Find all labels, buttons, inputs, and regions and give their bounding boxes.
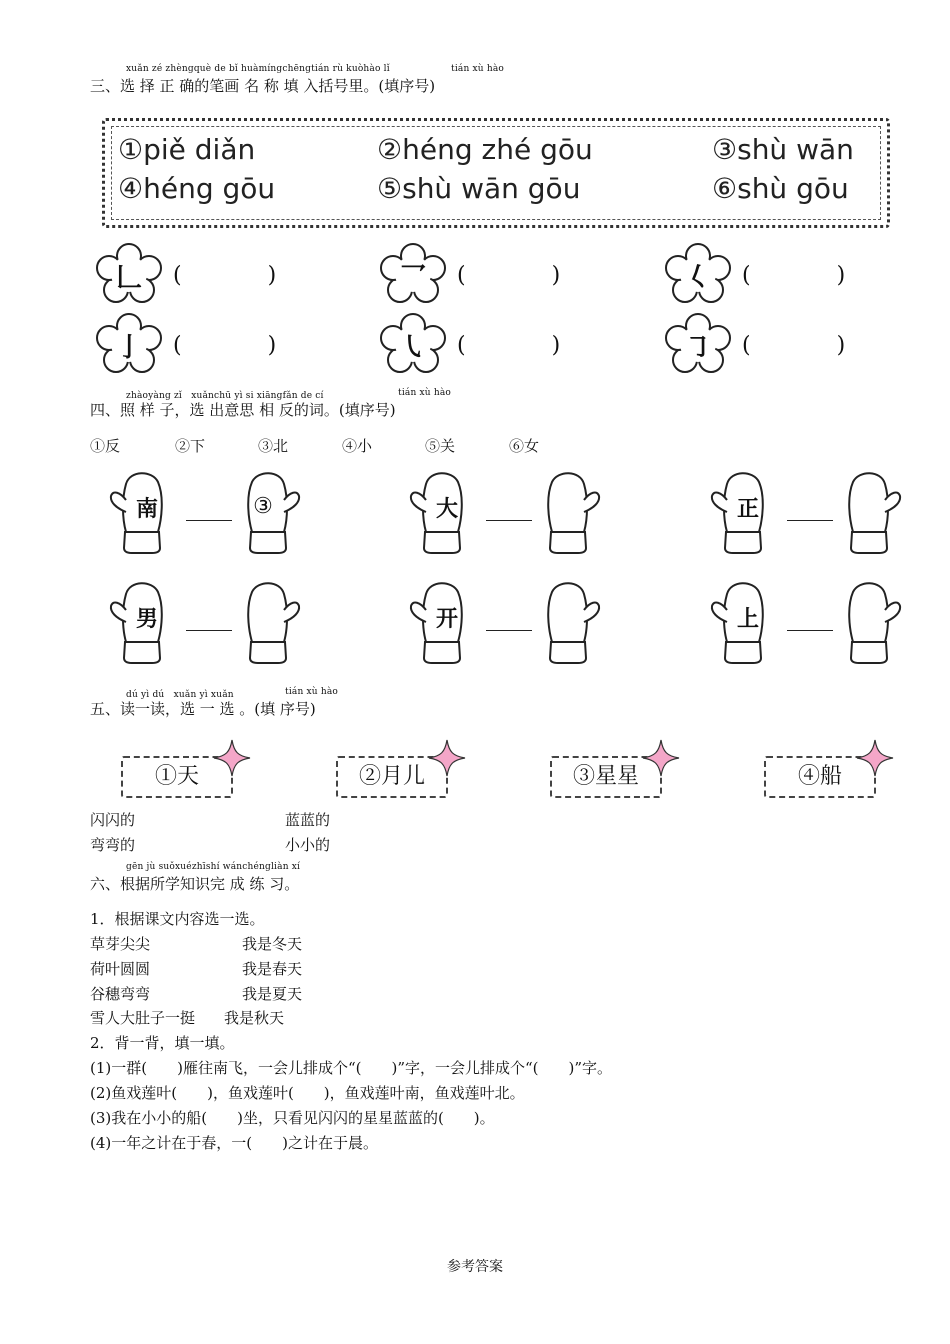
section5-pinyin-fill: tián xù hào (285, 687, 339, 697)
given-word: 男 (135, 606, 158, 632)
choice-1: ①反 (90, 437, 121, 455)
stroke-option-1: ①piě diǎn (118, 133, 256, 166)
answer-word[interactable]: ③ (253, 494, 273, 519)
mitten-icon (837, 578, 903, 664)
q1-right-4: 我是秋天 (224, 1009, 285, 1027)
stroke-flower-1 (95, 243, 163, 305)
connector-line (787, 630, 833, 631)
antonym-pair-5 (408, 578, 604, 666)
word-card-4: ④船 (764, 756, 876, 798)
given-word: 正 (736, 496, 759, 522)
section5-title: 五、读一读，选 一 选 。(填 序号) (90, 700, 316, 718)
phrase-shanshan: 闪闪的 (90, 811, 136, 829)
stroke-option-5: ⑤shù wān gōu (377, 172, 581, 205)
given-word: 大 (435, 496, 458, 522)
antonym-pair-3 (709, 468, 905, 556)
section6-title: 六、根据所学知识完 成 练 习。 (90, 875, 300, 893)
stroke-glyph: 亅 (115, 333, 142, 363)
given-word: 南 (135, 496, 158, 522)
q1-right-3: 我是夏天 (242, 985, 303, 1003)
q1-left-4: 雪人大肚子一挺 (90, 1009, 196, 1027)
answer-parentheses[interactable]: ( ) (457, 333, 575, 358)
stroke-option-4: ④héng gōu (118, 172, 276, 205)
antonym-pair-2 (408, 468, 604, 556)
section5-pinyin: dú yì dú xuǎn yì xuǎn (126, 690, 234, 700)
choice-4: ④小 (342, 437, 373, 455)
stroke-flower-5 (379, 313, 447, 375)
section4-title: 四、照 样 子，选 出意思 相 反的词。(填序号) (90, 401, 396, 419)
choice-5: ⑤关 (425, 437, 456, 455)
section3-pinyin: xuǎn zé zhèngquè de bǐ huàmíngchēngtián rù kuòhào lǐ (126, 64, 390, 74)
antonym-pair-1 (108, 468, 304, 556)
choice-2: ②下 (175, 437, 206, 455)
mitten-icon (536, 578, 602, 664)
section4-pinyin: zhàoyàng zǐ xuǎnchū yì si xiāngfǎn de cí (126, 391, 324, 401)
stroke-flower-3 (664, 243, 732, 305)
phrase-wanwan: 弯弯的 (90, 836, 136, 854)
connector-line (486, 630, 532, 631)
right-mitten[interactable] (837, 468, 903, 558)
word-card-2: ②月儿 (336, 756, 448, 798)
sparkle-star-icon (213, 739, 251, 781)
section6-pinyin: gēn jù suǒxuézhīshí wánchéngliàn xí (126, 862, 301, 872)
stroke-flower-4 (95, 313, 163, 375)
q1-right-1: 我是冬天 (242, 935, 303, 953)
section4-pinyin-fill: tián xù hào (398, 388, 452, 398)
connector-line (486, 520, 532, 521)
stroke-glyph: 乛 (399, 263, 426, 293)
connector-line (186, 630, 232, 631)
answer-key-label: 参考答案 (447, 1259, 503, 1275)
mitten-icon (536, 468, 602, 554)
q1-left-1: 草芽尖尖 (90, 935, 151, 953)
q1-left-2: 荷叶圆圆 (90, 960, 151, 978)
answer-parentheses[interactable]: ( ) (742, 333, 860, 358)
stroke-glyph: 𠃊 (115, 263, 142, 293)
choice-3: ③北 (258, 437, 289, 455)
stroke-option-6: ⑥shù gōu (712, 172, 849, 205)
section3-title: 三、选 择 正 确的笔画 名 称 填 入括号里。(填序号) (90, 77, 436, 95)
answer-parentheses[interactable]: ( ) (173, 263, 291, 288)
right-mitten[interactable] (837, 578, 903, 668)
stroke-flower-6 (664, 313, 732, 375)
antonym-pair-4 (108, 578, 304, 666)
answer-parentheses[interactable]: ( ) (173, 333, 291, 358)
right-mitten[interactable] (536, 578, 602, 668)
word-card-3: ③星星 (550, 756, 662, 798)
answer-parentheses[interactable]: ( ) (742, 263, 860, 288)
right-mitten[interactable] (236, 578, 302, 668)
q2-line-1: (1)一群( )雁往南飞，一会儿排成个“( )”字，一会儿排成个“( )”字。 (90, 1059, 613, 1077)
stroke-glyph: ㇆ (684, 333, 711, 363)
answer-parentheses[interactable]: ( ) (457, 263, 575, 288)
word-card-1: ①天 (121, 756, 233, 798)
sparkle-star-icon (642, 739, 680, 781)
phrase-xiaoxiao: 小小的 (285, 836, 331, 854)
connector-line (186, 520, 232, 521)
given-word: 上 (736, 606, 759, 632)
stroke-flower-2 (379, 243, 447, 305)
q1-left-3: 谷穗弯弯 (90, 985, 151, 1003)
q1-title: 1．根据课文内容选一选。 (90, 910, 265, 928)
sparkle-star-icon (428, 739, 466, 781)
q2-line-4: (4)一年之计在于春，一( )之计在于晨。 (90, 1134, 378, 1152)
stroke-option-3: ③shù wān (712, 133, 854, 166)
q2-line-2: (2)鱼戏莲叶( )，鱼戏莲叶( )，鱼戏莲叶南，鱼戏莲叶北。 (90, 1084, 525, 1102)
mitten-icon (837, 468, 903, 554)
stroke-glyph: ㇂ (399, 333, 426, 363)
sparkle-star-icon (856, 739, 894, 781)
mitten-icon (236, 578, 302, 664)
choice-6: ⑥女 (509, 437, 540, 455)
given-word: 开 (435, 606, 458, 632)
stroke-glyph: 𡿨 (684, 263, 711, 293)
q1-right-2: 我是春天 (242, 960, 303, 978)
connector-line (787, 520, 833, 521)
antonym-pair-6 (709, 578, 905, 666)
stroke-option-2: ②héng zhé gōu (377, 133, 593, 166)
section3-pinyin-fill: tián xù hào (451, 64, 505, 74)
q2-line-3: (3)我在小小的船( )坐，只看见闪闪的星星蓝蓝的( )。 (90, 1109, 495, 1127)
phrase-lanlan: 蓝蓝的 (285, 811, 331, 829)
q2-title: 2．背一背，填一填。 (90, 1034, 235, 1052)
right-mitten[interactable] (536, 468, 602, 558)
